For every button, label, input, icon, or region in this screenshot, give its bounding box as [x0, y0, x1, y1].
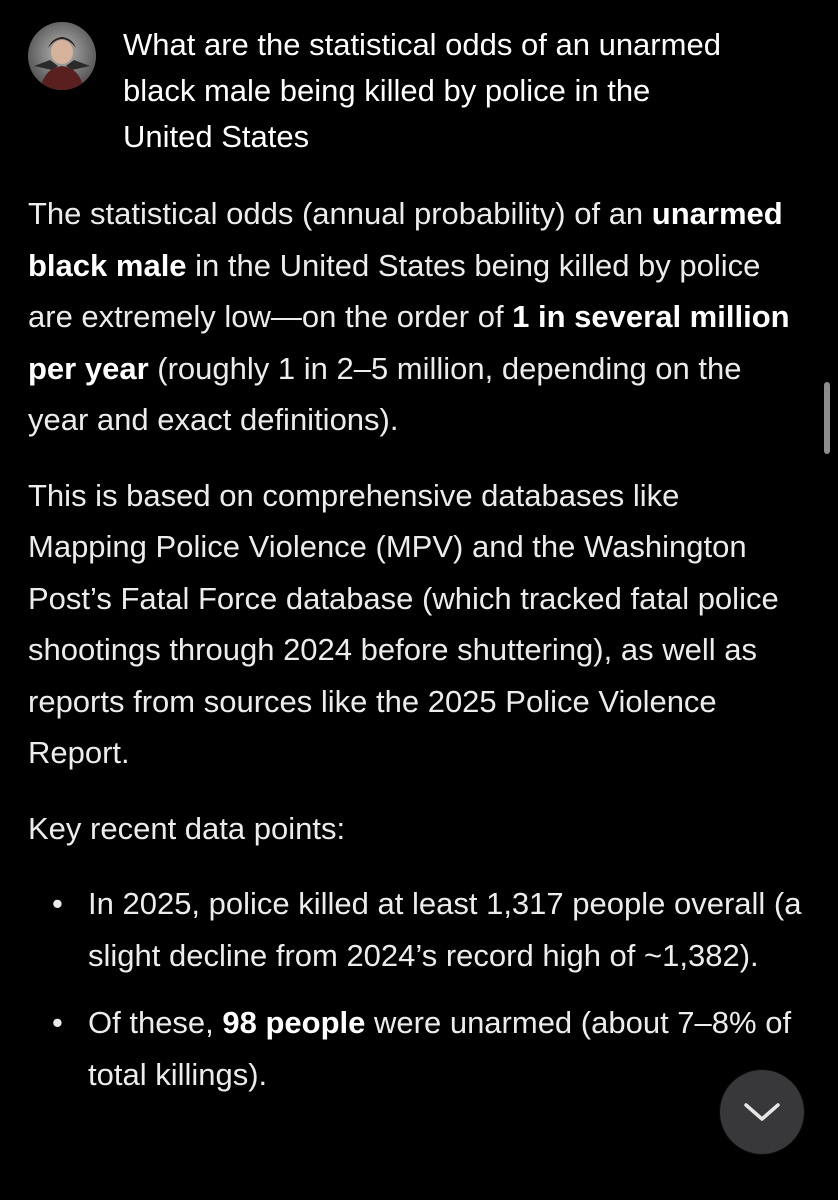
answer-bold-text: 98 people — [222, 1005, 366, 1040]
answer-paragraph-1 — [28, 188, 803, 446]
scroll-down-button[interactable] — [720, 1070, 804, 1154]
list-item-text: In 2025, police killed at least 1,317 people overall (a slight decline from 2024’s record high of ~1,382). — [88, 886, 802, 973]
chevron-down-icon — [742, 1100, 782, 1124]
bullet-symbol: • — [52, 1005, 63, 1040]
avatar[interactable] — [28, 22, 96, 90]
list-item — [28, 997, 803, 1100]
assistant-answer — [28, 188, 803, 1116]
bullet-list — [28, 878, 803, 1100]
answer-text: in the United States being killed by police are extremely low—on the order of — [28, 247, 761, 334]
list-item-text: Of these, — [88, 1005, 223, 1040]
answer-text: The statistical odds (annual probability) of an — [28, 196, 652, 231]
answer-paragraph-3: Key recent data points: — [28, 810, 346, 846]
answer-paragraph-2: This is based on comprehensive databases like Mapping Police Violence (MPV) and the Washington Post’s Fatal Force database (which tracked fatal police shootings through 2024 before shuttering), as well as reports from sources like the 2025 Police Violence Report. — [28, 477, 779, 770]
list-item — [28, 878, 803, 981]
answer-bold-text: 1 in several million per year — [28, 299, 790, 386]
scrollbar[interactable] — [824, 382, 830, 454]
user-question: What are the statistical odds of an unarmed black male being killed by police in the United States — [123, 27, 721, 154]
bullet-symbol: • — [52, 886, 63, 921]
answer-bold-text: unarmed black male — [28, 196, 783, 283]
list-item-text: were unarmed (about 7–8% of total killings). — [88, 1005, 792, 1092]
answer-text: (roughly 1 in 2–5 million, depending on the year and exact definitions). — [28, 350, 742, 437]
